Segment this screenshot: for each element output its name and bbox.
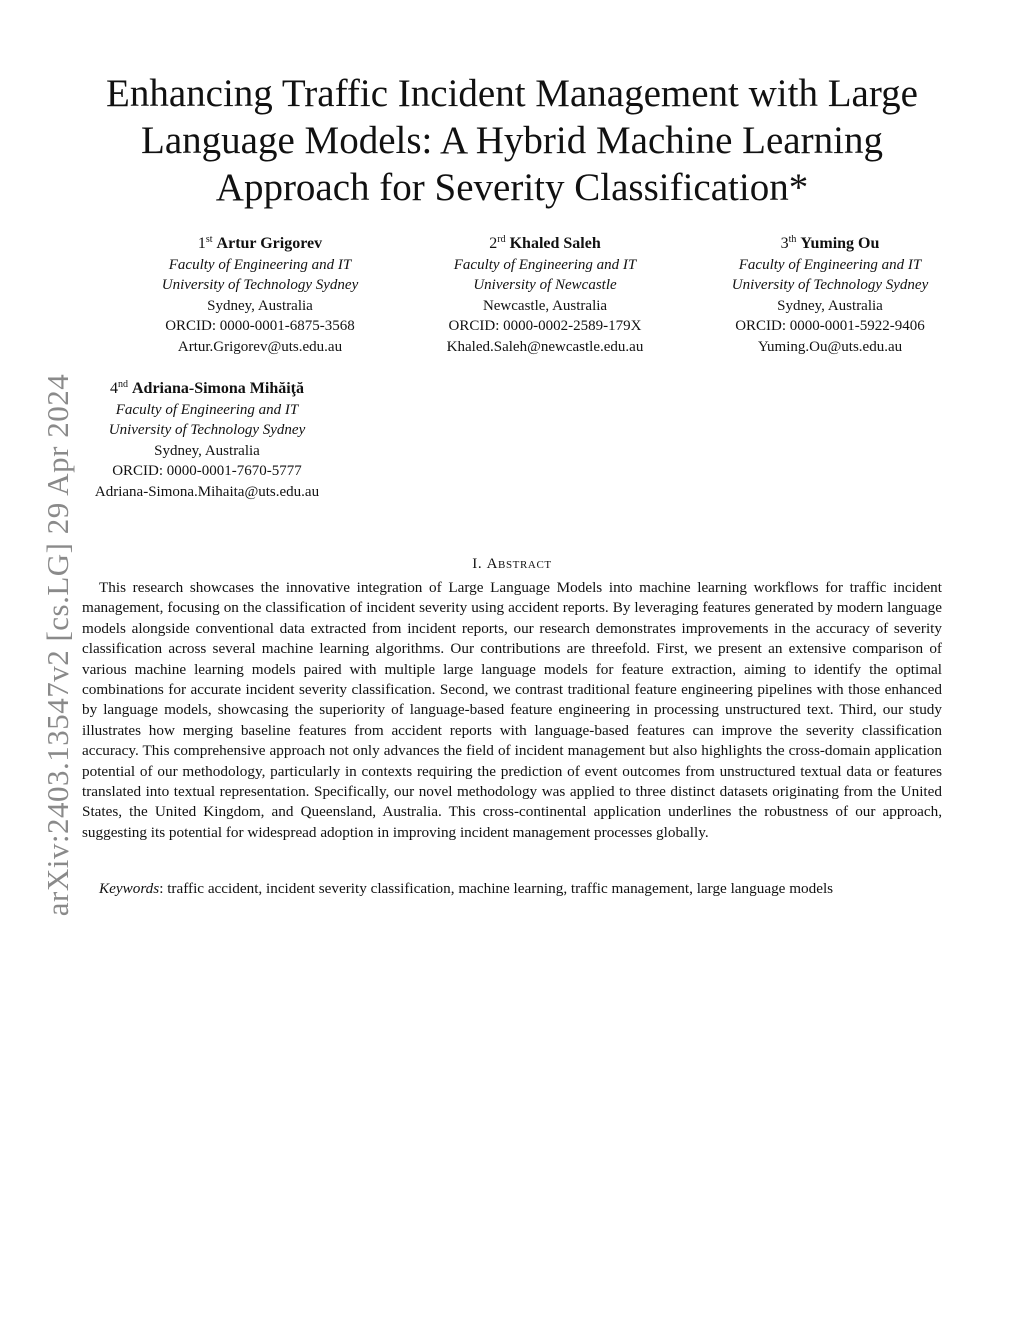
author-orcid: ORCID: 0000-0001-6875-3568 [165,318,355,335]
paper-title [60,70,964,211]
title-line: Enhancing Traffic Incident Management with Large [106,72,918,115]
author-ordinal: 1 [197,235,206,252]
author-university: University of Newcastle [473,277,617,294]
keywords-line [82,879,942,899]
author-faculty: Faculty of Engineering and IT [453,256,637,273]
author-block [705,234,955,358]
title-line: Approach for Severity Classification* [215,166,809,209]
author-ordinal-suffix: rd [497,234,506,245]
author-location: Sydney, Australia [777,297,883,314]
author-ordinal: 3 [780,235,789,252]
author-ordinal-suffix: nd [117,379,128,390]
author-email: Artur.Grigorev@uts.edu.au [177,338,343,355]
abstract-text: This research showcases the innovative integration of Large Language Models into machine learning workflows for traffic incident management, focusing on the classification of incident severity using accident reports. By leveraging features generated by modern language models alongside conventional data extracted from incident reports, our research demonstrates improvements in the accuracy of severity classification across several machine learning algorithms. Our contributions are threefold. First, we present an extensive comparison of various machine learning models paired with multiple large language models for feature extraction, aiming to identify the optimal combinations for accurate incident severity classification. Second, we contrast traditional feature engineering pipelines with those enhanced by language models, showcasing the superiority of language-based feature engineering in processing unstructured text. Third, our study illustrates how merging baseline features from accident reports with language-based features can improve the severity classification accuracy. This comprehensive approach not only advances the field of incident management but also highlights the cross-domain application potential of our methodology, particularly in contexts requiring the prediction of event outcomes from unstructured textual data or features translated into textual representation. Specifically, our novel methodology was applied to three distinct datasets originating from the United States, the United Kingdom, and Queensland, Australia. This cross-continental application underlines the robustness of our approach, suggesting its potential for widespread adoption in improving incident management processes globally. [82,579,942,841]
author-block [140,234,380,358]
author-orcid: ORCID: 0000-0002-2589-179X [448,318,642,335]
author-email: Khaled.Saleh@newcastle.edu.au [446,338,644,355]
arxiv-identifier-stamp: arXiv:2403.13547v2 [cs.LG] 29 Apr 2024 [40,373,75,917]
author-faculty: Faculty of Engineering and IT [738,256,922,273]
keywords-label: Keywords [99,880,160,897]
author-name: Adriana-Simona Mihăiţă [131,380,304,397]
author-location: Sydney, Australia [207,297,313,314]
author-name-line [140,234,380,255]
author-orcid: ORCID: 0000-0001-7670-5777 [112,463,302,480]
author-faculty: Faculty of Engineering and IT [168,256,352,273]
author-name: Yuming Ou [800,235,880,252]
author-location: Newcastle, Australia [482,297,608,314]
author-ordinal-suffix: th [788,234,797,245]
author-ordinal: 2 [489,235,498,252]
author-email: Adriana-Simona.Mihaita@uts.edu.au [94,483,320,500]
author-ordinal-suffix: st [205,234,213,245]
author-ordinal: 4 [109,380,118,397]
author-university: University of Technology Sydney [731,277,929,294]
abstract-heading [82,556,942,573]
author-faculty: Faculty of Engineering and IT [115,401,299,418]
author-email: Yuming.Ou@uts.edu.au [757,338,903,355]
author-university: University of Technology Sydney [161,277,359,294]
author-orcid: ORCID: 0000-0001-5922-9406 [735,318,925,335]
author-name: Artur Grigorev [216,235,323,252]
section-title: Abstract [486,556,552,572]
author-block [420,234,670,358]
author-name-line [705,234,955,255]
author-block [72,379,342,503]
author-name: Khaled Saleh [509,235,601,252]
title-line: Language Models: A Hybrid Machine Learning [141,119,883,162]
author-name-line [420,234,670,255]
author-location: Sydney, Australia [154,442,260,459]
section-number: I. [472,556,483,572]
author-university: University of Technology Sydney [108,422,306,439]
author-name-line [72,379,342,400]
keywords-text: : traffic accident, incident severity classification, machine learning, traffic management, large language models [159,880,834,897]
